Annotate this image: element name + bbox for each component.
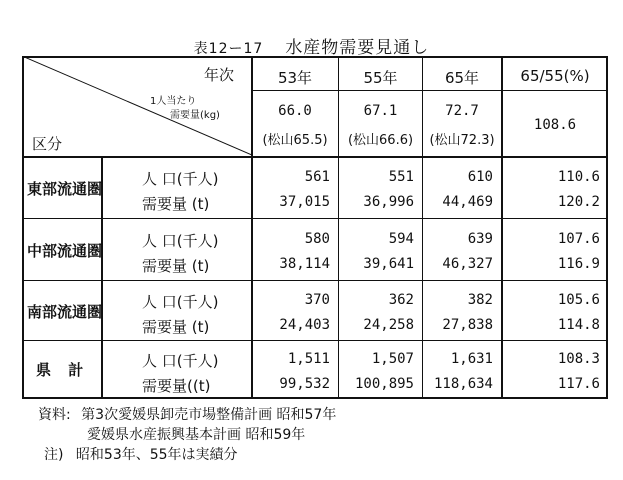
row-divider-header [22,156,608,158]
row-label-demand: 需要量((t) [142,377,211,395]
cell-central-pop-65: 639 [467,231,493,247]
row-divider-central [22,280,608,281]
per-capita-ratio: 108.6 [533,117,577,133]
cell-east-pop-55: 551 [388,169,414,185]
note-line [38,444,238,464]
table-title [0,33,623,58]
region-name-total: 県 計 [36,361,90,379]
cell-east-demand-ratio: 120.2 [557,194,600,210]
row-label-population: 人 口(千人) [142,232,219,250]
row-label-demand: 需要量 (t) [142,257,210,275]
row-label-demand: 需要量 (t) [142,195,210,213]
per-capita-55: 67.1 [363,103,398,119]
cell-central-pop-ratio: 107.6 [557,231,600,247]
source-line-2 [87,424,305,444]
source-label: 資料: [38,407,71,423]
table-title-text: 水産物需要見通し [285,38,430,58]
cell-south-pop-53: 370 [304,292,330,308]
cell-total-pop-55: 1,507 [371,351,414,367]
cell-south-demand-65: 27,838 [442,317,493,333]
cell-central-pop-53: 580 [304,231,330,247]
cell-east-pop-65: 610 [467,169,493,185]
cell-central-demand-53: 38,114 [279,256,330,272]
source-text-1: 第3次愛媛県卸売市場整備計画 昭和57年 [81,407,337,423]
row-label-demand: 需要量 (t) [142,318,210,336]
row-divider-south [22,340,608,341]
cell-central-pop-55: 594 [388,231,414,247]
year-header-65: 65年 [444,69,480,87]
row-divider-east [22,218,608,219]
cell-total-demand-ratio: 117.6 [557,376,600,392]
cell-south-pop-ratio: 105.6 [557,292,600,308]
note-label: 注) [44,447,64,463]
per-capita-65: 72.7 [445,103,479,119]
cell-total-pop-ratio: 108.3 [557,351,600,367]
table-number: 表12ー17 [193,41,264,57]
per-capita-label-2: 需要量(kg) [170,110,220,121]
cell-south-demand-53: 24,403 [279,317,330,333]
region-name-central: 中部流通圏 [27,242,103,260]
region-name-south: 南部流通圏 [27,303,103,321]
cell-total-demand-65: 118,634 [433,376,493,392]
cell-east-pop-53: 561 [304,169,330,185]
per-capita-53: 66.0 [278,103,312,119]
cell-east-pop-ratio: 110.6 [557,169,600,185]
per-capita-label-1: 1人当たり [150,96,197,107]
year-header-ratio: 65/55(%) [520,67,590,85]
cell-central-demand-65: 46,327 [442,256,493,272]
row-divider-year [251,90,608,91]
cell-south-demand-55: 24,258 [363,317,414,333]
cell-south-pop-65: 382 [467,292,493,308]
cell-total-pop-65: 1,631 [450,351,493,367]
source-line-1 [38,404,336,424]
cell-east-demand-65: 44,469 [442,194,493,210]
source-text-2: 愛媛県水産振興基本計画 昭和59年 [87,427,306,443]
row-label-population: 人 口(千人) [142,352,219,370]
year-header-55: 55年 [363,69,398,87]
cell-central-demand-ratio: 116.9 [557,256,600,272]
per-capita-note-65: (松山72.3) [429,133,495,148]
region-name-east: 東部流通圏 [27,180,103,198]
cell-total-demand-53: 99,532 [279,376,330,392]
cell-central-demand-55: 39,641 [363,256,414,272]
cell-east-demand-53: 37,015 [279,194,330,210]
cell-south-pop-55: 362 [388,292,414,308]
cell-east-demand-55: 36,996 [363,194,414,210]
per-capita-note-53: (松山65.5) [262,133,328,148]
year-header-53: 53年 [277,69,313,87]
cell-total-pop-53: 1,511 [287,351,330,367]
row-label-population: 人 口(千人) [142,293,219,311]
category-label: 区分 [32,135,63,153]
row-label-population: 人 口(千人) [142,170,219,188]
year-label: 年次 [204,66,235,84]
per-capita-note-55: (松山66.6) [347,133,414,148]
cell-south-demand-ratio: 114.8 [557,317,600,333]
col-divider-65 [501,56,503,399]
note-text: 昭和53年、55年は実績分 [75,447,238,463]
cell-total-demand-55: 100,895 [354,376,414,392]
